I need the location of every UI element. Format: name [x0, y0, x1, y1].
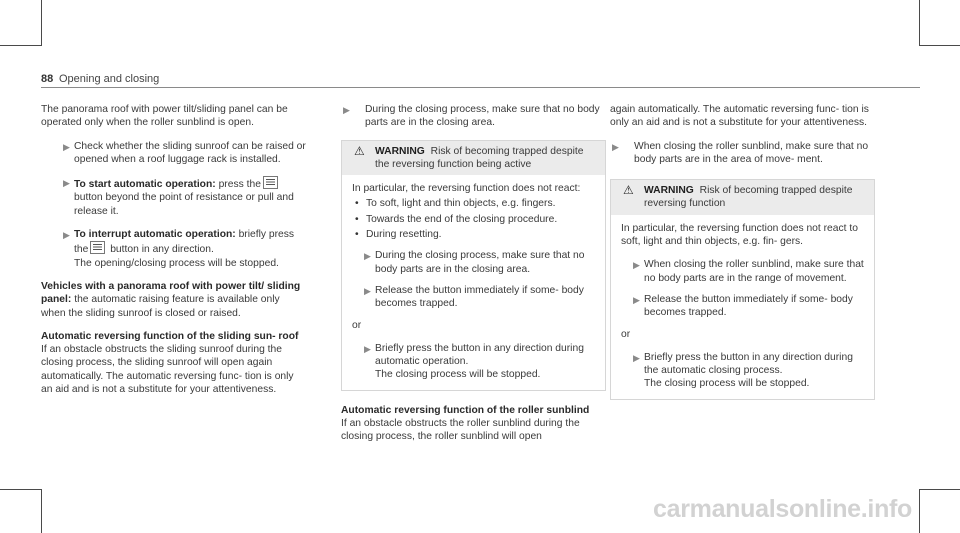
section-title: Opening and closing — [59, 73, 160, 85]
vehicles-note — [41, 280, 306, 320]
blind-heading: Automatic reversing function of the roller sunblind — [341, 404, 590, 416]
instruction-step — [621, 351, 864, 391]
step-arrow-icon: ▶ — [364, 343, 371, 354]
column-1 — [41, 103, 306, 396]
step-arrow-icon: ▶ — [63, 178, 70, 189]
warning-header — [342, 141, 605, 176]
warning-label: WARNING — [375, 145, 425, 157]
list-item: • Towards the end of the closing procedure. — [352, 213, 595, 226]
step-text: Briefly press the button in any direction during the automatic closing process. — [644, 351, 853, 377]
intro-paragraph: The panorama roof with power tilt/sliding panel can be operated only when the roller sunblind is open. — [41, 104, 288, 129]
warning-title: Risk of becoming trapped despite reversing function — [644, 185, 853, 210]
step-text: During the closing process, make sure that no body parts are in the closing area. — [365, 104, 600, 129]
step-arrow-icon: ▶ — [633, 260, 640, 271]
reversing-text: If an obstacle obstructs the sliding sunroof during the closing process, the sliding sunroof will open again automatically. The automatic reversing func- tion is only an aid and is not a substitute for your attentiveness. — [41, 344, 294, 396]
step-text: During the closing process, make sure that no body parts are in the closing area. — [375, 250, 585, 275]
instruction-step — [341, 103, 606, 130]
instruction-step — [41, 140, 306, 167]
instruction-step — [621, 258, 864, 285]
step-arrow-icon: ▶ — [63, 141, 70, 152]
step-text: Release the button immediately if some- body becomes trapped. — [375, 284, 584, 310]
step-result: The opening/closing process will be stopped. — [74, 257, 279, 269]
list-item: • During resetting. — [352, 228, 595, 241]
crop-mark — [41, 0, 42, 46]
warning-intro: In particular, the reversing function does not react: — [352, 183, 581, 195]
step-text: button beyond the point of resistance or pull and release it. — [74, 192, 294, 217]
step-arrow-icon: ▶ — [343, 105, 350, 115]
step-label: To start automatic operation: — [74, 179, 216, 191]
step-result: The closing process will be stopped. — [375, 369, 541, 381]
step-result: The closing process will be stopped. — [644, 378, 810, 390]
step-arrow-icon: ▶ — [633, 294, 640, 305]
warning-box — [610, 179, 875, 400]
page-number: 88 — [41, 73, 54, 85]
crop-mark — [919, 45, 960, 46]
vehicles-text: the automatic raising feature is available only when the sliding sunroof is closed or raised. — [41, 294, 280, 319]
warning-header — [611, 180, 874, 215]
vehicles-label: Vehicles with a panorama roof with power tilt/ sliding panel: — [41, 280, 301, 306]
step-text: When closing the roller sunblind, make sure that no body parts are in the range of movement. — [644, 259, 864, 284]
column-3 — [610, 103, 875, 413]
step-text: briefly press the — [74, 229, 295, 256]
roof-switch-button-icon — [263, 176, 278, 189]
step-text: When closing the roller sunblind, make sure that no body parts are in the area of move- ment. — [634, 140, 869, 165]
list-item: • To soft, light and thin objects, e.g. fingers. — [352, 197, 595, 210]
step-text: press the — [218, 179, 261, 191]
instruction-step — [41, 228, 306, 270]
step-arrow-icon: ▶ — [612, 141, 619, 152]
instruction-step — [41, 176, 306, 218]
step-text: Release the button immediately if some- body becomes trapped. — [644, 293, 853, 319]
instruction-step — [352, 249, 595, 276]
crop-mark — [0, 45, 42, 46]
step-text: Check whether the sliding sunroof can be raised or opened when a roof luggage rack is installed. — [74, 140, 306, 165]
step-arrow-icon: ▶ — [364, 251, 371, 262]
or-text: or — [621, 328, 631, 340]
or-text: or — [352, 319, 362, 331]
warning-body — [611, 215, 874, 399]
crop-mark — [919, 489, 920, 533]
warning-intro: In particular, the reversing function does not react to soft, light and thin objects, e.g. fin- gers. — [621, 222, 858, 248]
instruction-step — [352, 342, 595, 382]
warning-triangle-icon: ⚠ — [354, 143, 365, 158]
crop-mark — [0, 489, 42, 490]
warning-bullet-list — [352, 197, 595, 241]
crop-mark — [41, 489, 42, 533]
step-arrow-icon: ▶ — [364, 285, 371, 296]
instruction-step — [621, 293, 864, 320]
reversing-heading: Automatic reversing function of the sliding sun- roof — [41, 330, 299, 342]
step-text: Briefly press the button in any direction during automatic operation. — [375, 342, 584, 368]
crop-mark — [919, 0, 920, 46]
crop-mark — [919, 489, 960, 490]
continued-paragraph: again automatically. The automatic reversing func- tion is only an aid and is not a substitute for your attentiveness. — [610, 104, 869, 129]
watermark: carmanualsonline.info — [653, 495, 913, 523]
warning-label: WARNING — [644, 185, 694, 197]
warning-triangle-icon: ⚠ — [623, 183, 634, 198]
instruction-step — [610, 140, 875, 167]
step-arrow-icon: ▶ — [633, 352, 640, 363]
header-rule — [41, 87, 920, 88]
column-2 — [341, 103, 606, 444]
warning-body — [342, 175, 605, 390]
step-arrow-icon: ▶ — [63, 230, 70, 241]
instruction-step — [352, 284, 595, 311]
blind-text: If an obstacle obstructs the roller sunblind during the closing process, the roller sunblind will open — [341, 418, 580, 443]
roof-switch-button-icon — [90, 241, 105, 254]
step-text: button in any direction. — [110, 244, 214, 256]
step-label: To interrupt automatic operation: — [74, 229, 236, 241]
warning-title: Risk of becoming trapped despite the reversing function being active — [375, 145, 584, 170]
warning-box — [341, 140, 606, 391]
